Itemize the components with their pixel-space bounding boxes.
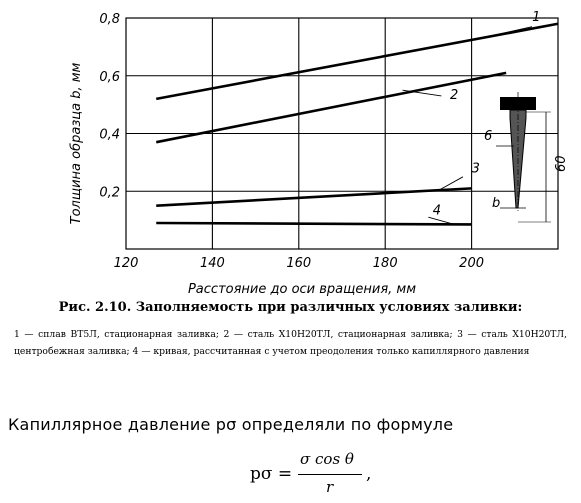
series-label-4: 4 — [432, 203, 442, 219]
body-paragraph: Капиллярное давление pσ определяли по формуле — [8, 415, 454, 434]
grid — [126, 18, 558, 249]
fraction-bar — [298, 474, 362, 475]
inset-label-b: b — [492, 196, 501, 211]
series-lines — [156, 24, 558, 225]
y-axis-label: Толщина образца b, мм — [69, 62, 84, 225]
y-tick-label: 0,8 — [99, 12, 120, 27]
y-tick-label: 0,6 — [99, 69, 120, 85]
inset-label-60: 60 — [554, 155, 569, 172]
x-tick-label: 140 — [199, 256, 225, 271]
series-label-3: 3 — [471, 161, 480, 177]
series-line-2 — [156, 73, 506, 142]
inset-sample-drawing — [484, 92, 569, 222]
formula — [250, 448, 410, 500]
y-tick-label: 0,4 — [99, 127, 120, 143]
inset-label-6: 6 — [484, 129, 493, 144]
series-line-4 — [156, 223, 471, 224]
figure-caption-title: Рис. 2.10. Заполняемость при различных условиях заливки: — [58, 300, 523, 315]
x-tick-label: 180 — [372, 256, 398, 271]
formula-numerator: σ cos θ — [300, 450, 354, 468]
x-tick-label: 200 — [459, 256, 485, 271]
x-axis-label: Расстояние до оси вращения, мм — [187, 282, 417, 297]
formula-denominator: r — [326, 478, 334, 496]
series-label-2: 2 — [450, 87, 459, 103]
series-label-1: 1 — [532, 9, 541, 25]
x-tick-label: 160 — [286, 256, 312, 271]
formula-lhs: pσ = — [250, 464, 293, 484]
formula-trail: , — [366, 464, 372, 484]
series-line-1 — [156, 24, 558, 99]
x-tick-label: 120 — [113, 256, 139, 271]
figure-caption-body: 1 — сплав ВТ5Л, стационарная заливка; 2 — сталь Х10Н20ТЛ, стационарная заливка; 3 — сталь Х10Н20ТЛ, центробежная заливка; 4 — кривая, рассчитанная с учетом преодоления только капиллярного давления — [14, 329, 567, 357]
y-tick-label: 0,2 — [99, 185, 120, 201]
